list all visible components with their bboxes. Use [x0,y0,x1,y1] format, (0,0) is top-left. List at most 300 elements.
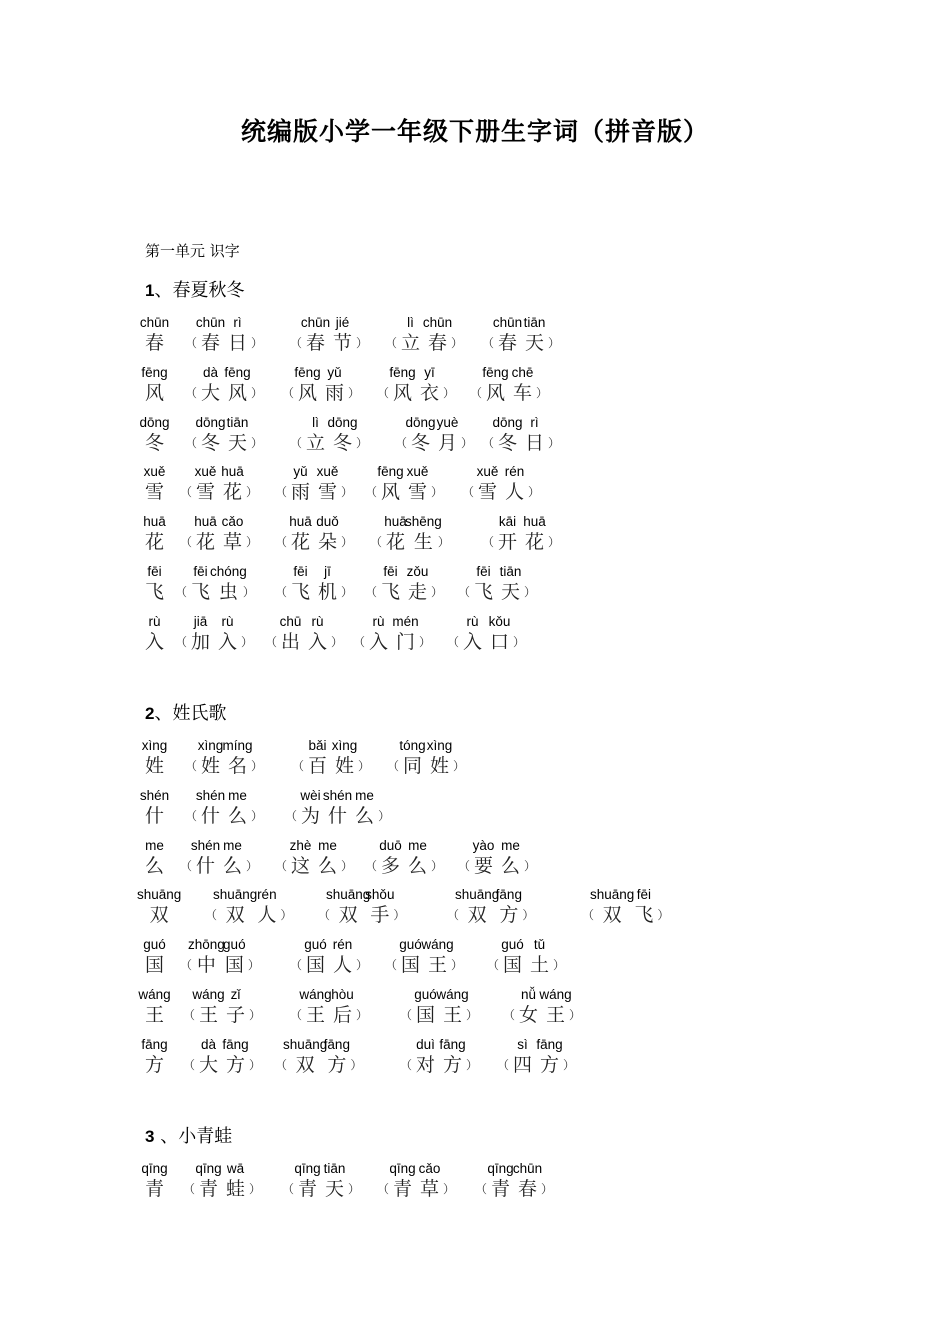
open-paren: （ [370,535,383,550]
pinyin-character [436,987,469,1028]
hanzi-character: 中 [196,954,216,977]
close-paren: ） [563,1057,576,1072]
hanzi-character: 国 [224,954,244,977]
hanzi-character: 国 [503,954,523,977]
pinyin-text: tiān [226,414,249,430]
pinyin-character [139,414,170,456]
close-paren: ） [356,336,369,350]
pinyin-character [195,1161,222,1202]
pinyin-character [490,615,509,655]
word-group [275,465,353,505]
word [470,565,524,605]
pinyin-text: chūn [195,315,226,330]
hanzi-character: 四 [513,1053,533,1076]
lead-character [141,1161,168,1202]
lead-character [139,787,170,829]
pinyin-text: wáng [138,987,171,1002]
pinyin-character [294,364,321,406]
lead-character [145,465,164,505]
pinyin-text: bǎi [308,738,327,753]
word-group [377,1162,455,1202]
hanzi-character: 国 [416,1004,436,1026]
open-paren: （ [183,1057,196,1072]
pinyin-character [218,615,237,655]
hanzi-character: 王 [546,1004,566,1026]
pinyin-text: guó [399,937,422,953]
close-paren: ） [548,336,561,350]
hanzi-character: 入 [463,630,483,653]
hanzi-character: 草 [420,1178,440,1200]
hanzi-character: 开 [498,531,518,554]
close-paren: ） [251,808,264,823]
hanzi-character: 风 [381,481,401,504]
pinyin-character [308,739,327,779]
pinyin-text: tiān [499,564,522,579]
word-group [290,938,368,978]
word [294,366,348,406]
word [302,416,356,456]
word-group [482,515,560,555]
word [197,416,251,456]
pinyin-character [405,514,442,555]
close-paren: ） [358,759,371,773]
pinyin-text: xuě [406,464,429,480]
pinyin-character [539,987,572,1028]
pinyin-text: fēng [224,364,251,380]
open-paren: （ [458,585,471,599]
hanzi-character: 飞 [191,581,211,603]
pinyin-text: chūn [422,315,453,330]
hanzi-character: 朵 [318,531,338,554]
pinyin-text: cǎo [418,1161,441,1176]
pinyin-text: fēng [294,364,321,380]
pinyin-text: fēi [293,564,308,579]
word [188,937,248,978]
pinyin-text: yī [424,364,435,380]
pinyin-character [141,1161,168,1202]
hanzi-character: 双 [467,904,487,927]
close-paren: ） [341,485,354,500]
close-paren: ） [443,385,456,400]
hanzi-character: 方 [145,1053,165,1076]
pinyin-text: xìng [331,738,358,753]
pinyin-text: míng [222,738,253,753]
pinyin-text: shēng [405,514,442,530]
close-paren: ） [513,634,526,649]
close-paren: ） [356,958,369,973]
hanzi-character: 雪 [145,481,165,504]
pinyin-character [222,1036,249,1078]
hanzi-character: 为 [301,804,321,827]
hanzi-character: 飞 [145,581,165,603]
word-group [265,615,343,655]
word-group [185,739,263,779]
pinyin-text: dōng [139,414,170,430]
pinyin-text: shuāng [455,887,500,903]
hanzi-character: 么 [228,804,248,827]
pinyin-character [401,938,420,978]
hanzi-character: 姓 [145,755,165,777]
word [412,1038,466,1078]
close-paren: ） [246,535,259,550]
lesson-heading [145,1122,232,1148]
hanzi-character: 方 [226,1053,246,1076]
pinyin-text: yǔ [293,464,308,480]
lead-character [137,887,182,928]
unit-heading: 第一单元 识字 [145,242,240,260]
lead-character [145,938,164,978]
hanzi-character: 立 [401,332,421,354]
hanzi-character: 出 [281,630,301,653]
pinyin-character [228,789,247,829]
pinyin-character [525,316,544,356]
pinyin-text: zǐ [230,987,241,1002]
pinyin-character [188,937,225,978]
pinyin-text: tóng [399,738,426,753]
pinyin-text: me [145,837,164,853]
hanzi-character: 百 [308,755,328,777]
word-group [275,515,353,555]
close-paren: ） [247,958,260,973]
word-group [475,1162,553,1202]
pinyin-text: dōng [195,414,226,430]
pinyin-character [213,887,258,928]
pinyin-character [519,988,538,1028]
hanzi-character: 风 [486,381,506,404]
word [407,416,461,456]
pinyin-character [308,615,327,655]
word-group [183,988,261,1028]
pinyin-text: duǒ [316,514,339,530]
word [287,565,341,605]
close-paren: ） [569,1008,582,1022]
pinyin-text: guó [304,937,327,953]
hanzi-character: 走 [408,581,428,603]
pinyin-character [223,515,242,555]
pinyin-character [525,515,544,555]
open-paren: （ [487,958,500,973]
pinyin-text: fāng [439,1036,466,1052]
hanzi-character: 王 [306,1004,326,1026]
pinyin-text: shén [322,787,353,803]
word [377,839,431,879]
pinyin-text: fēng [482,364,509,380]
pinyin-text: hòu [331,987,354,1002]
pinyin-character [281,615,300,655]
lesson-name: 、小青蛙 [154,1126,233,1147]
pinyin-text: huā [289,514,312,530]
pinyin-character [478,465,497,505]
word [590,887,657,928]
close-paren: ） [431,858,444,873]
hanzi-character: 大 [199,1053,219,1076]
pinyin-character [223,839,242,879]
pinyin-text: guó [143,937,166,953]
hanzi-character: 双 [225,904,245,927]
pinyin-character [405,414,436,456]
close-paren: ） [657,908,670,923]
pinyin-character [327,414,358,456]
word [192,987,249,1028]
close-paren: ） [528,485,541,500]
hanzi-character: 青 [199,1178,219,1200]
pinyin-character [139,315,170,356]
open-paren: （ [183,1182,196,1196]
pinyin-text: tǔ [533,937,546,953]
word [494,316,548,356]
hanzi-character: 子 [226,1004,246,1026]
pinyin-character [408,465,427,505]
pinyin-text: xuě [194,464,217,480]
hanzi-character: 国 [401,954,421,977]
open-paren: （ [185,385,198,400]
word-group [400,1038,478,1078]
pinyin-character [192,987,225,1028]
pinyin-character [291,565,310,605]
pinyin-text: rì [530,414,539,430]
lead-character [141,1036,168,1078]
hanzi-character: 人 [505,481,525,504]
word [377,465,431,505]
hanzi-character: 么 [145,854,165,877]
pinyin-text: jié [335,315,350,330]
lesson-number: 1 [145,281,155,300]
word [192,515,246,555]
word [482,366,536,406]
hanzi-character: 姓 [201,755,221,777]
hanzi-character: 王 [428,954,448,977]
word-group [400,988,478,1028]
pinyin-text: dōng [492,414,523,430]
word-group [470,366,548,406]
close-paren: ） [348,385,361,400]
close-paren: ） [522,908,535,923]
pinyin-character [325,1162,344,1202]
hanzi-character: 么 [501,854,521,877]
word-group [290,416,368,456]
close-paren: ） [249,1008,262,1022]
close-paren: ） [331,634,344,649]
hanzi-character: 春 [306,332,326,354]
close-paren: ） [453,759,466,773]
pinyin-character [333,316,352,356]
pinyin-character [191,615,210,655]
word [455,887,522,928]
hanzi-character: 么 [223,854,243,877]
pinyin-text: me [228,787,247,803]
open-paren: （ [290,1008,303,1022]
pinyin-character [416,988,435,1028]
pinyin-character [199,1038,218,1078]
close-paren: ） [251,435,264,450]
close-paren: ） [251,336,264,350]
pinyin-text: rù [148,613,161,629]
open-paren: （ [275,485,288,500]
pinyin-text: shén [139,787,170,803]
close-paren: ） [466,1008,479,1022]
word [197,316,251,356]
hanzi-character: 么 [355,804,375,827]
close-paren: ） [341,585,354,599]
open-paren: （ [285,808,298,823]
hanzi-character: 日 [525,431,545,454]
hanzi-character: 方 [443,1053,463,1076]
open-paren: （ [275,1057,288,1072]
pinyin-text: rù [466,613,479,629]
word-group [377,366,455,406]
pinyin-character [222,738,253,779]
close-paren: ） [524,858,537,873]
pinyin-character [210,564,247,605]
hanzi-character: 蛙 [226,1178,246,1200]
hanzi-character: 天 [501,581,521,603]
pinyin-character [474,565,493,605]
word [195,1038,249,1078]
hanzi-character: 双 [149,904,169,927]
close-paren: ） [431,485,444,500]
pinyin-character [487,1161,514,1202]
pinyin-character [139,787,170,829]
hanzi-character: 花 [291,531,311,554]
open-paren: （ [447,634,460,649]
word [297,789,378,829]
pinyin-character [503,938,522,978]
pinyin-character [141,1036,168,1078]
word-group [175,615,253,655]
pinyin-character [377,464,404,505]
pinyin-character [389,364,416,406]
pinyin-text: rén [257,887,277,903]
word [474,465,528,505]
pinyin-character [137,887,182,928]
hanzi-character: 什 [196,854,216,877]
hanzi-character: 春 [498,332,518,354]
pinyin-character [257,888,276,928]
word-group [487,938,565,978]
close-paren: ） [348,1182,361,1196]
lesson-number: 3 [145,1127,155,1146]
pinyin-character [401,316,420,356]
close-paren: ） [553,958,566,973]
pinyin-text: tiān [523,315,546,330]
pinyin-text: shuāng [137,887,182,903]
pinyin-character [381,839,400,879]
word [412,987,469,1028]
pinyin-text: chūn [300,315,331,330]
open-paren: （ [175,585,188,599]
hanzi-character: 后 [333,1004,353,1026]
lead-character [145,515,164,555]
pinyin-character [228,416,247,456]
close-paren: ） [280,908,293,923]
pinyin-text: duì [416,1036,435,1052]
pinyin-text: shuāng [590,887,635,903]
hanzi-character: 什 [145,804,165,827]
pinyin-text: wā [226,1161,245,1176]
hanzi-character: 人 [257,904,277,927]
word [487,1162,541,1202]
open-paren: （ [282,1182,295,1196]
word [494,416,548,456]
pinyin-character [513,1038,532,1078]
hanzi-character: 青 [393,1178,413,1200]
pinyin-character [197,738,224,779]
open-paren: （ [377,385,390,400]
lead-character [139,414,170,456]
close-paren: ） [246,858,259,873]
pinyin-character [318,565,337,605]
word-group [275,1038,362,1078]
lead-character [139,315,170,356]
close-paren: ） [356,435,369,450]
hanzi-character: 草 [223,531,243,554]
pinyin-character [323,1036,350,1078]
word-group [365,465,443,505]
pinyin-text: me [223,837,242,853]
pinyin-character [512,1161,543,1202]
pinyin-character [333,988,352,1028]
pinyin-character [501,839,520,879]
hanzi-character: 雪 [408,481,428,504]
pinyin-text: wáng [192,987,225,1002]
word-group [503,988,581,1028]
pinyin-character [306,938,325,978]
hanzi-character: 节 [333,332,353,354]
pinyin-character [530,938,549,978]
pinyin-character [294,1161,321,1202]
open-paren: （ [387,759,400,773]
pinyin-text: wèi [300,787,321,803]
pinyin-text: qīng [294,1161,321,1176]
pinyin-text: fāng [323,1036,350,1052]
close-paren: ） [466,1057,479,1072]
word-group [395,416,473,456]
word [197,739,251,779]
pinyin-character [141,738,168,779]
word-group [185,416,263,456]
pinyin-text: fēng [377,464,404,480]
pinyin-character [505,465,524,505]
hanzi-character: 冬 [498,431,518,454]
close-paren: ） [350,1057,363,1072]
pinyin-character [408,565,427,605]
close-paren: ） [548,435,561,450]
word [377,565,431,605]
pinyin-character [389,1161,416,1202]
pinyin-text: huā [194,514,217,530]
open-paren: （ [180,958,193,973]
word-group [180,938,260,978]
pinyin-character [416,1038,435,1078]
pinyin-character [331,738,358,779]
pinyin-text: yào [472,837,495,853]
hanzi-character: 方 [499,904,519,927]
open-paren: （ [458,858,471,873]
hanzi-character: 天 [525,332,545,354]
open-paren: （ [377,1182,390,1196]
hanzi-character: 生 [413,531,433,554]
hanzi-character: 风 [228,381,248,404]
open-paren: （ [482,535,495,550]
pinyin-text: lì [312,414,319,430]
hanzi-character: 入 [218,630,238,653]
hanzi-character: 青 [145,1178,165,1200]
hanzi-character: 国 [145,954,165,977]
pinyin-character [195,787,226,829]
close-paren: ） [249,1182,262,1196]
pinyin-text: guó [414,987,437,1002]
pinyin-text: fāng [495,887,522,903]
